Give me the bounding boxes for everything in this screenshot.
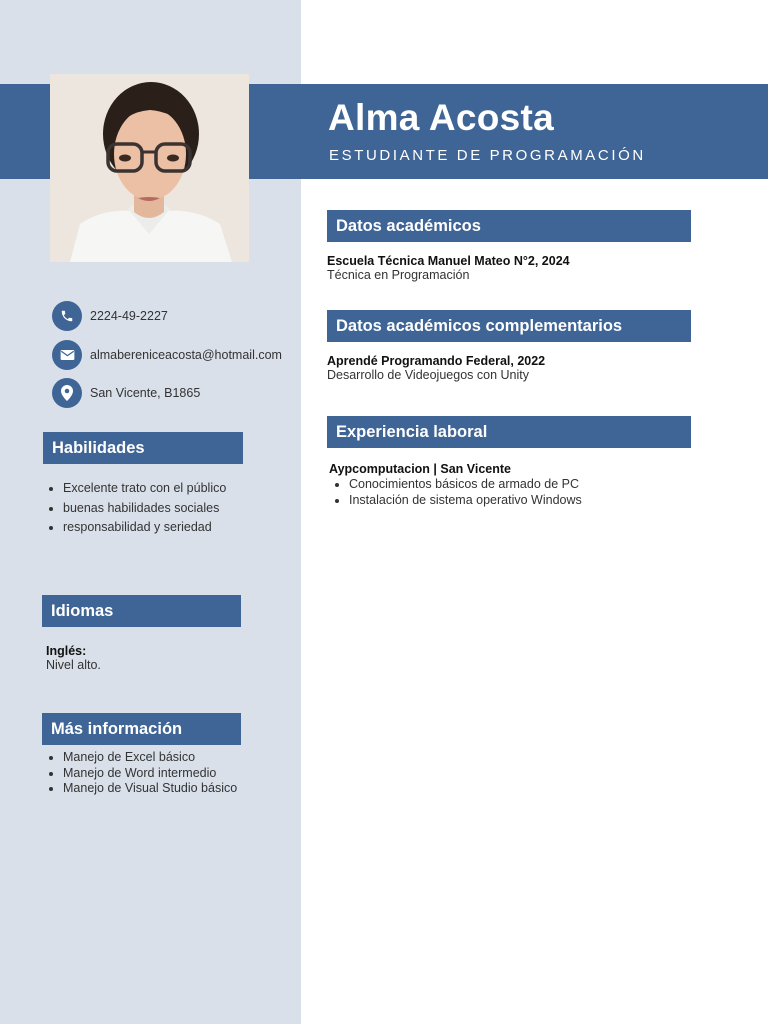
idiomas-heading: Idiomas: [42, 595, 241, 627]
language-name: Inglés:: [46, 644, 87, 658]
phone-text: 2224-49-2227: [90, 309, 168, 323]
candidate-role: ESTUDIANTE DE PROGRAMACIÓN: [329, 147, 646, 164]
list-item: • Excelente trato con el público: [63, 481, 303, 495]
experiencia-heading: Experiencia laboral: [327, 416, 691, 448]
list-item: • Instalación de sistema operativo Windows: [349, 493, 689, 509]
list-item: • Manejo de Excel básico: [63, 750, 243, 766]
contact-location: [52, 378, 200, 408]
contact-phone: [52, 301, 168, 331]
email-text: almabereniceacosta@hotmail.com: [90, 348, 282, 362]
location-text: San Vicente, B1865: [90, 386, 201, 400]
complementary-title: Desarrollo de Videojuegos con Unity: [327, 368, 529, 382]
mail-icon: [52, 340, 82, 370]
experience-company: Aypcomputacion | San Vicente: [329, 462, 512, 476]
profile-photo: [50, 74, 249, 262]
list-item: • Manejo de Word intermedio: [63, 766, 243, 782]
experience-list: [331, 477, 689, 508]
complementary-institution: Aprendé Programando Federal, 2022: [327, 354, 546, 368]
mas-informacion-list: [45, 750, 243, 797]
list-item: • Manejo de Visual Studio básico: [63, 781, 243, 797]
academic-institution: Escuela Técnica Manuel Mateo N°2, 2024: [327, 254, 570, 268]
candidate-name: Alma Acosta: [328, 97, 555, 138]
phone-icon: [52, 301, 82, 331]
mas-informacion-heading: Más información: [42, 713, 241, 745]
academic-title: Técnica en Programación: [327, 268, 470, 282]
habilidades-list: [45, 481, 303, 540]
list-item: • Conocimientos básicos de armado de PC: [349, 477, 689, 493]
language-level: Nivel alto.: [46, 658, 101, 672]
contact-email: [52, 340, 282, 370]
list-item: • buenas habilidades sociales: [63, 501, 303, 515]
datos-complementarios-heading: Datos académicos complementarios: [327, 310, 691, 342]
habilidades-heading: Habilidades: [43, 432, 243, 464]
datos-academicos-heading: Datos académicos: [327, 210, 691, 242]
location-pin-icon: [52, 378, 82, 408]
list-item: • responsabilidad y seriedad: [63, 520, 303, 534]
